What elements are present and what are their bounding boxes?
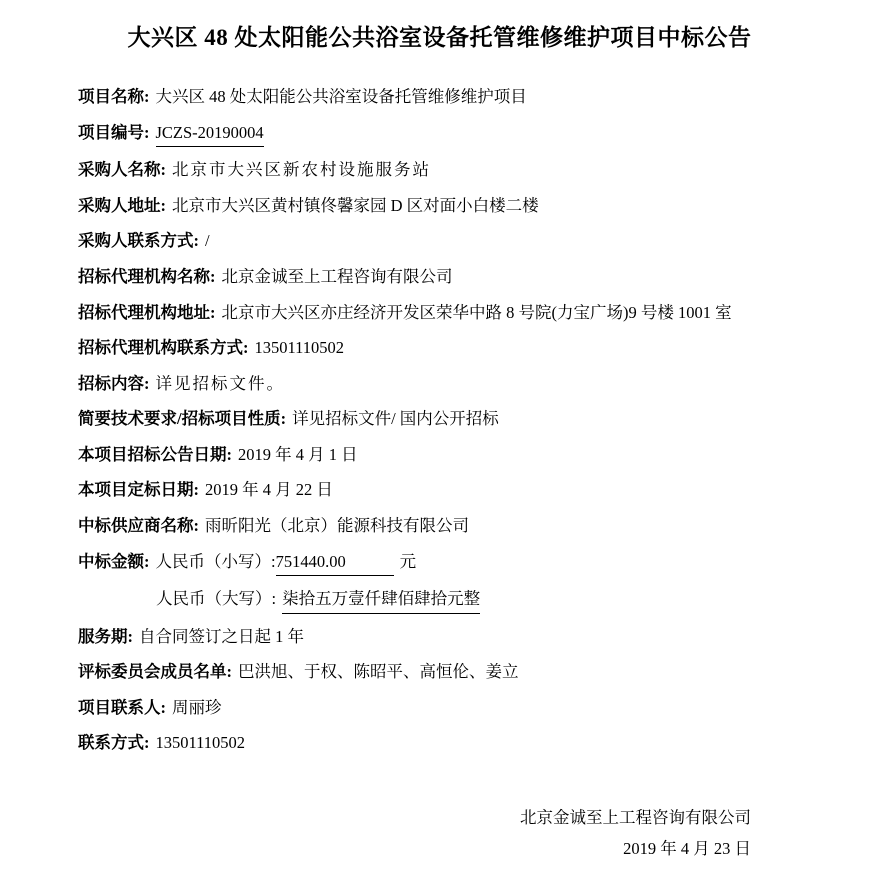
document-page	[0, 22, 879, 881]
field-row-technical-requirements	[78, 406, 801, 432]
amount-small-group	[276, 549, 417, 577]
field-value: 13501110502	[254, 338, 345, 358]
field-label: 中标金额:	[78, 551, 150, 571]
field-row-service-period	[78, 624, 801, 650]
field-label: 联系方式:	[78, 733, 150, 753]
field-row-award-date	[78, 477, 801, 503]
field-label: 中标供应商名称:	[78, 515, 199, 535]
amount-large-prefix: 人民币（大写）:	[156, 589, 277, 609]
signature-block	[0, 802, 879, 865]
field-label: 招标代理机构名称:	[78, 267, 216, 286]
amount-number: 751440.00	[276, 549, 394, 577]
page-title: 大兴区 48 处太阳能公共浴室设备托管维修维护项目中标公告	[127, 25, 752, 50]
field-label: 招标代理机构联系方式:	[78, 338, 249, 358]
field-label: 项目编号:	[78, 122, 150, 142]
field-label: 本项目定标日期:	[78, 480, 199, 500]
field-label: 采购人地址:	[78, 195, 166, 215]
field-row-purchaser-address	[78, 193, 801, 219]
field-value: 北京金诚至上工程咨询有限公司	[221, 267, 453, 286]
signature-date: 2019 年 4 月 23 日	[623, 839, 751, 859]
field-row-agency-contact	[78, 335, 801, 361]
field-row-bid-content	[78, 371, 801, 397]
field-row-contact-phone	[78, 730, 801, 756]
field-row-agency-address	[78, 300, 801, 326]
field-value: 2019 年 4 月 1 日	[238, 444, 358, 464]
field-label: 简要技术要求/招标项目性质:	[78, 409, 287, 429]
field-row-agency-name	[78, 264, 801, 290]
field-row-award-amount-words	[78, 586, 801, 614]
field-value: 大兴区 48 处太阳能公共浴室设备托管维修维护项目	[155, 87, 527, 107]
field-row-project-number	[78, 120, 801, 148]
amount-words: 柒拾五万壹仟肆佰肆拾元整	[282, 586, 480, 614]
field-label: 项目联系人:	[78, 697, 166, 717]
field-value: 自合同签订之日起 1 年	[139, 626, 304, 646]
field-row-purchaser-name	[78, 157, 801, 183]
field-value: 13501110502	[155, 733, 246, 753]
field-label: 项目名称:	[78, 87, 150, 107]
field-value: /	[205, 231, 210, 251]
field-label: 采购人联系方式:	[78, 231, 199, 251]
field-value: 详见招标文件/ 国内公开招标	[292, 409, 499, 429]
field-label: 招标代理机构地址:	[78, 302, 216, 322]
announcement-body	[0, 84, 879, 756]
field-value: 详见招标文件。	[155, 373, 285, 393]
field-label: 招标内容:	[78, 373, 150, 393]
field-value: 北京市大兴区亦庄经济开发区荣华中路 8 号院(力宝广场)9 号楼 1001 室	[221, 302, 732, 322]
field-label: 评标委员会成员名单:	[78, 662, 232, 682]
field-value: 巴洪旭、于权、陈昭平、高恒伦、姜立	[238, 662, 519, 682]
field-label: 服务期:	[78, 626, 133, 646]
field-value: 2019 年 4 月 22 日	[205, 480, 333, 500]
field-value: JCZS-20190004	[156, 120, 264, 148]
field-value: 北京市大兴区新农村设施服务站	[172, 160, 431, 180]
field-row-winning-supplier	[78, 513, 801, 539]
signature-organization: 北京金诚至上工程咨询有限公司	[520, 807, 751, 827]
field-value: 周丽珍	[172, 697, 222, 717]
field-label: 采购人名称:	[78, 160, 166, 180]
field-label: 本项目招标公告日期:	[78, 444, 232, 464]
field-row-award-amount-small	[78, 549, 801, 577]
field-row-project-contact-person	[78, 695, 801, 721]
amount-small-prefix: 人民币（小写）:	[155, 551, 276, 571]
field-row-announcement-date	[78, 442, 801, 468]
field-value: 北京市大兴区黄村镇佟馨家园 D 区对面小白楼二楼	[172, 195, 539, 215]
field-row-project-name	[78, 84, 801, 110]
amount-unit: 元	[399, 551, 417, 571]
field-value: 雨昕阳光（北京）能源科技有限公司	[205, 515, 469, 535]
field-row-committee-members	[78, 659, 801, 685]
field-row-purchaser-contact	[78, 228, 801, 254]
